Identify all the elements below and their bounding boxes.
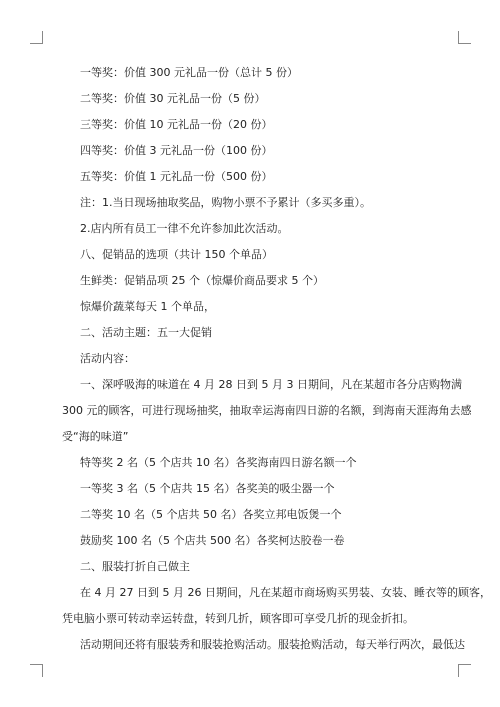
text-line: 鼓励奖 100 名（5 个店共 500 名）各奖柯达胶卷一卷 [80, 534, 345, 547]
text-line: 惊爆价蔬菜每天 1 个单品， [80, 300, 215, 313]
text-line: 二、服装打折自己做主 [80, 560, 190, 573]
text-line: 一、深呼吸海的味道在 4 月 28 日到 5 月 3 日期间，凡在某超市各分店购物满 [80, 378, 462, 391]
text-line: 二、活动主题：五一大促销 [80, 326, 212, 339]
text-line: 生鲜类：促销品项 25 个（惊爆价商品要求 5 个） [80, 274, 324, 287]
text-line: 四等奖：价值 3 元礼品一份（100 份） [80, 144, 273, 157]
text-line: 八、促销品的选项（共计 150 个单品） [80, 248, 273, 261]
document-body [62, 66, 491, 664]
text-line: 凭电脑小票可转动幸运转盘，转到几折，顾客即可享受几折的现金折扣。 [62, 612, 414, 625]
text-line: 活动期间还将有服装秀和服装抢购活动。服装抢购活动，每天举行两次，最低达 [80, 638, 465, 651]
text-line: 受“海的味道” [62, 430, 129, 443]
crop-mark-bottom-left [30, 664, 43, 677]
text-line: 2.店内所有员工一律不允许参加此次活动。 [80, 222, 289, 235]
text-line: 一等奖：价值 300 元礼品一份（总计 5 份） [80, 66, 298, 79]
text-line: 一等奖 3 名（5 个店共 15 名）各奖美的吸尘器一个 [80, 482, 335, 495]
text-line: 五等奖：价值 1 元礼品一份（500 份） [80, 170, 273, 183]
crop-mark-bottom-right [458, 664, 471, 677]
text-line: 注：1.当日现场抽取奖品，购物小票不予累计（多买多重）。 [80, 196, 371, 209]
crop-mark-top-right [458, 31, 471, 44]
text-line: 活动内容： [80, 352, 135, 365]
text-line: 二等奖：价值 30 元礼品一份（5 份） [80, 92, 266, 105]
text-line: 特等奖 2 名（5 个店共 10 名）各奖海南四日游名额一个 [80, 456, 357, 469]
text-line: 在 4 月 27 日到 5 月 26 日期间，凡在某超市商场购买男装、女装、睡衣等的顾客， [80, 586, 491, 599]
text-line: 二等奖 10 名（5 个店共 50 名）各奖立邦电饭煲一个 [80, 508, 342, 521]
text-line: 三等奖：价值 10 元礼品一份（20 份） [80, 118, 273, 131]
text-line: 300 元的顾客，可进行现场抽奖，抽取幸运海南四日游的名额，到海南天涯海角去感 [62, 404, 472, 417]
crop-mark-top-left [30, 31, 43, 44]
